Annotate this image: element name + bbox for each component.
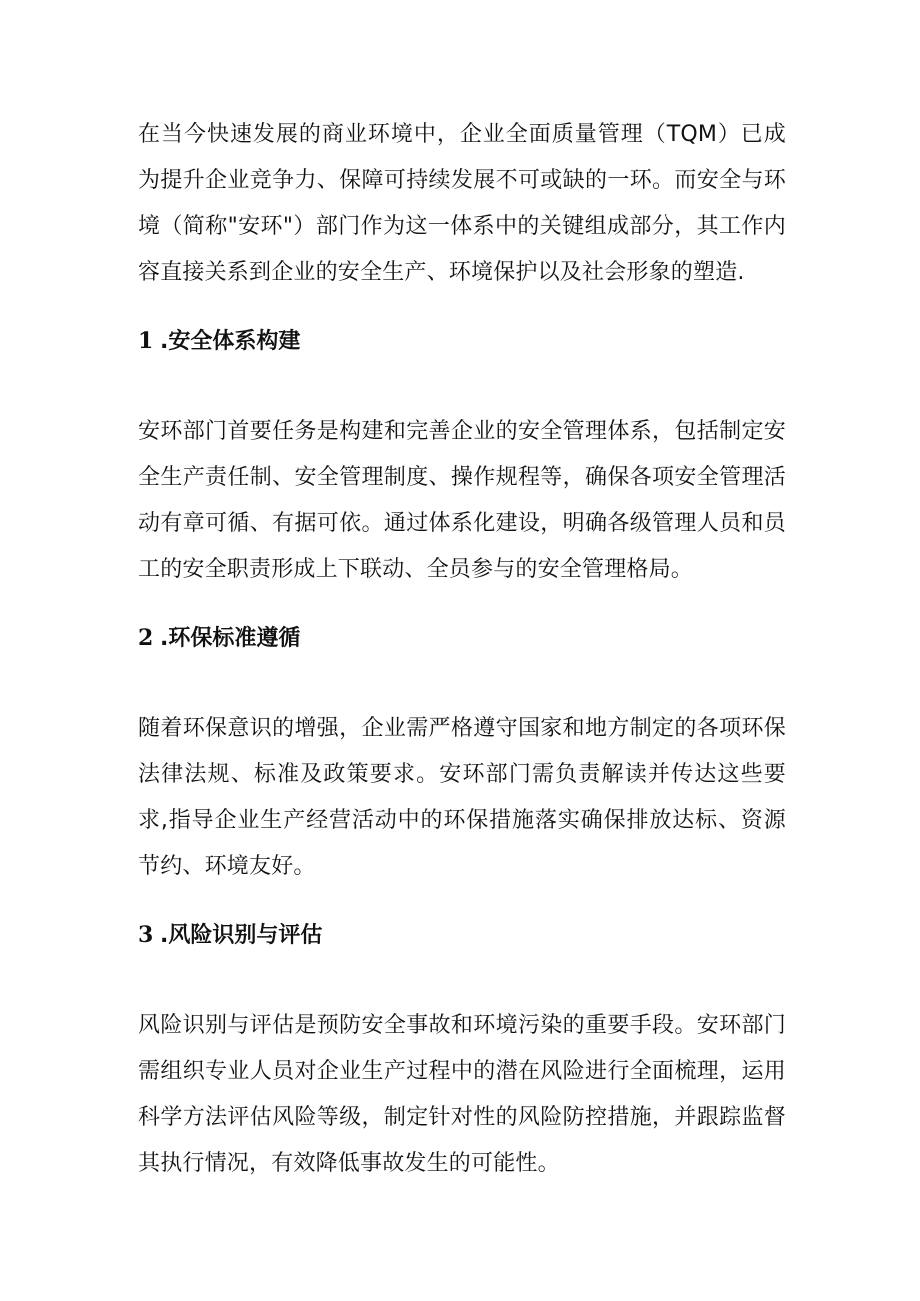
spacer bbox=[138, 890, 786, 912]
document-body bbox=[138, 112, 786, 1187]
section-title: .环保标准遵循 bbox=[160, 626, 301, 651]
section-number: 3 bbox=[138, 922, 154, 948]
section-body-2: 随着环保意识的增强，企业需严格遵守国家和地方制定的各项环保法律法规、标准及政策要求。安环部门需负责解读并传达这些要求,指导企业生产经营活动中的环保措施落实确保排放达标、资源节约、环境友好。 bbox=[138, 716, 786, 879]
spacer bbox=[138, 662, 786, 706]
section-number: 2 bbox=[138, 625, 154, 651]
intro-paragraph: 在当今快速发展的商业环境中，企业全面质量管理（TQM）已成为提升企业竞争力、保障可持续发展不可或缺的一环。而安全与环境（简称"安环"）部门作为这一体系中的关键组成部分，其工作内容直接关系到企业的安全生产、环境保护以及社会形象的塑造. bbox=[138, 122, 786, 285]
section-body-3: 风险识别与评估是预防安全事故和环境污染的重要手段。安环部门需组织专业人员对企业生产过程中的潜在风险进行全面梳理，运用科学方法评估风险等级，制定针对性的风险防控措施，并跟踪监督其执行情况，有效降低事故发生的可能性。 bbox=[138, 1013, 786, 1176]
section-title: .风险识别与评估 bbox=[160, 923, 323, 948]
section-heading-1 bbox=[138, 318, 786, 365]
section-title: .安全体系构建 bbox=[160, 329, 301, 354]
section-heading-2 bbox=[138, 615, 786, 662]
spacer bbox=[138, 959, 786, 1003]
spacer bbox=[138, 593, 786, 615]
section-body-1: 安环部门首要任务是构建和完善企业的安全管理体系，包括制定安全生产责任制、安全管理制度、操作规程等，确保各项安全管理活动有章可循、有据可依。通过体系化建设，明确各级管理人员和员工的安全职责形成上下联动、全员参与的安全管理格局。 bbox=[138, 419, 786, 582]
spacer bbox=[138, 296, 786, 318]
spacer bbox=[138, 365, 786, 409]
section-number: 1 bbox=[138, 328, 154, 354]
section-heading-3 bbox=[138, 912, 786, 959]
